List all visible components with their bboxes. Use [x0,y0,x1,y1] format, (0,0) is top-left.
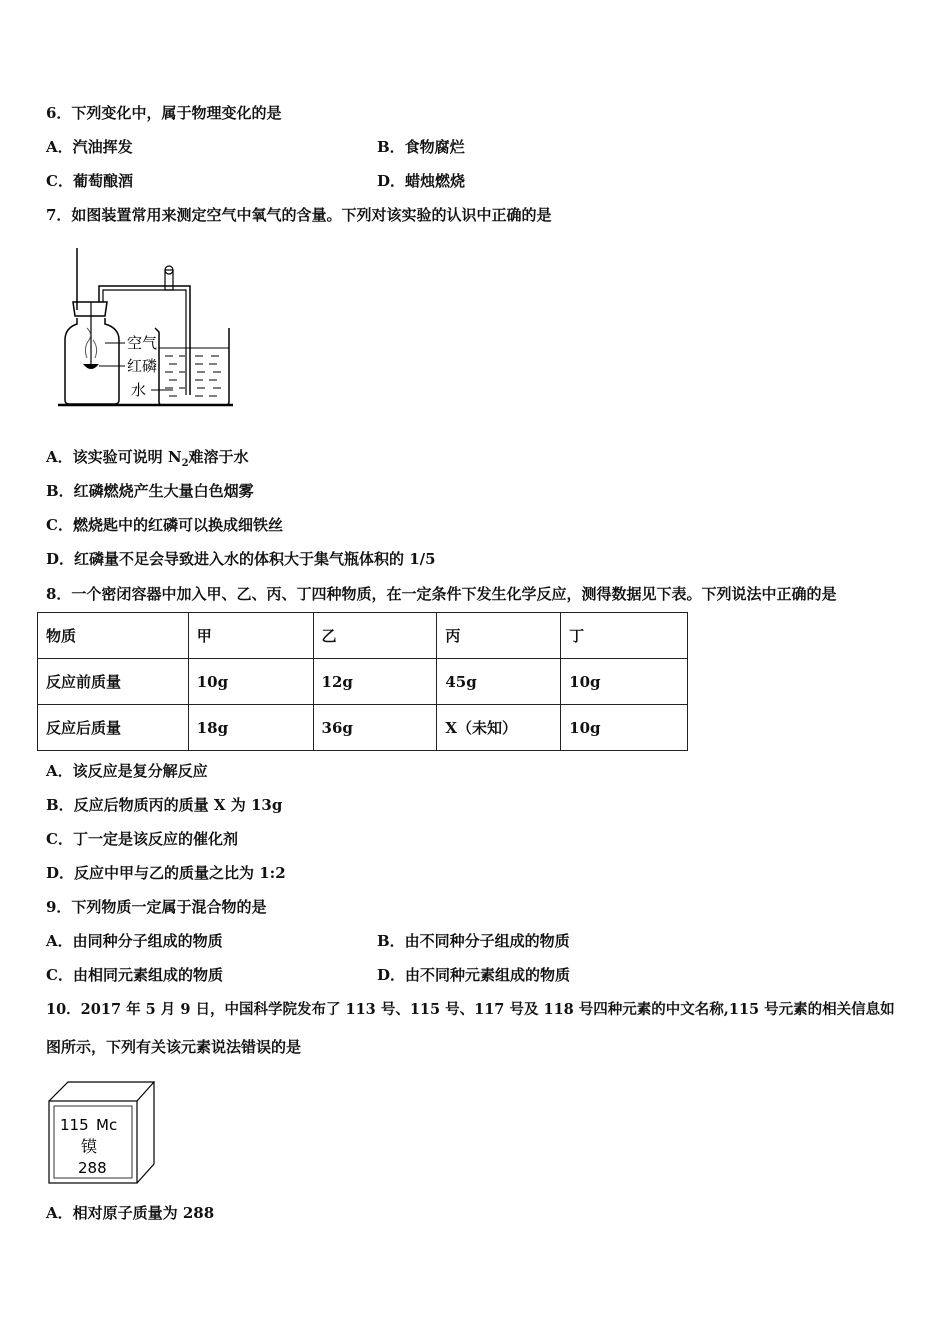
element-name: 镆 [81,1137,98,1156]
table-cell: 36g [313,705,437,751]
q9-stem: 9．下列物质一定属于混合物的是 [46,898,267,916]
table-cell: 丙 [437,613,561,659]
table-cell: 乙 [313,613,437,659]
q7-option-a[interactable]: A．该实验可说明 $N_2$难溶于水 [46,448,249,469]
table-cell: 反应后质量 [38,705,189,751]
element-number: 115 [60,1116,89,1134]
oxygen-experiment-figure [55,240,240,410]
table-row [38,705,688,751]
label-red-phosphorus: 红磷 [127,357,158,375]
table-cell: 45g [437,659,561,705]
q10-option-a[interactable]: A．相对原子质量为 288 [46,1204,215,1222]
element-mass: 288 [78,1159,107,1177]
q6-option-c[interactable]: C．葡萄酿酒 [46,172,133,190]
table-cell: 10g [561,659,688,705]
q7-option-d[interactable]: D．红磷量不足会导致进入水的体积大于集气瓶体积的 1/5 [46,550,436,568]
q9-option-b[interactable]: B．由不同种分子组成的物质 [377,932,570,950]
label-air: 空气 [127,334,158,352]
q6-option-a[interactable]: A．汽油挥发 [46,138,133,156]
q6-stem: 6．下列变化中，属于物理变化的是 [46,104,282,122]
q8-option-c[interactable]: C．丁一定是该反应的催化剂 [46,830,238,848]
element-symbol: Mc [96,1116,118,1134]
q8-option-d[interactable]: D．反应中甲与乙的质量之比为 1:2 [46,864,286,882]
q7-stem: 7．如图装置常用来测定空气中氧气的含量。下列对该实验的认识中正确的是 [46,206,552,224]
element-cell-figure [44,1078,159,1188]
table-cell: 甲 [188,613,313,659]
table-cell: 10g [561,705,688,751]
table-row [38,659,688,705]
q9-option-c[interactable]: C．由相同元素组成的物质 [46,966,223,984]
table-cell: 12g [313,659,437,705]
q8-option-b[interactable]: B．反应后物质丙的质量 X 为 13g [46,796,283,814]
q8-stem: 8．一个密闭容器中加入甲、乙、丙、丁四种物质，在一定条件下发生化学反应，测得数据见下表。下列说法中正确的是 [46,585,837,603]
q8-option-a[interactable]: A．该反应是复分解反应 [46,762,208,780]
label-water: 水 [131,381,147,399]
table-cell: 10g [188,659,313,705]
q7-option-b[interactable]: B．红磷燃烧产生大量白色烟雾 [46,482,254,500]
table-cell: X（未知） [437,705,561,751]
q6-option-d[interactable]: D．蜡烛燃烧 [377,172,466,190]
q7-option-c[interactable]: C．燃烧匙中的红磷可以换成细铁丝 [46,516,283,534]
q9-option-d[interactable]: D．由不同种元素组成的物质 [377,966,571,984]
table-row [38,613,688,659]
q6-option-b[interactable]: B．食物腐烂 [377,138,465,156]
q10-stem-line1: 10．2017 年 5 月 9 日，中国科学院发布了 113 号、115 号、117 号及 118 号四种元素的中文名称,115 号元素的相关信息如 [46,1001,895,1018]
table-cell: 反应前质量 [38,659,189,705]
q10-stem-line2: 图所示，下列有关该元素说法错误的是 [46,1038,302,1056]
mass-data-table [37,612,688,751]
table-cell: 丁 [561,613,688,659]
q9-option-a[interactable]: A．由同种分子组成的物质 [46,932,223,950]
table-cell: 18g [188,705,313,751]
table-cell: 物质 [38,613,189,659]
